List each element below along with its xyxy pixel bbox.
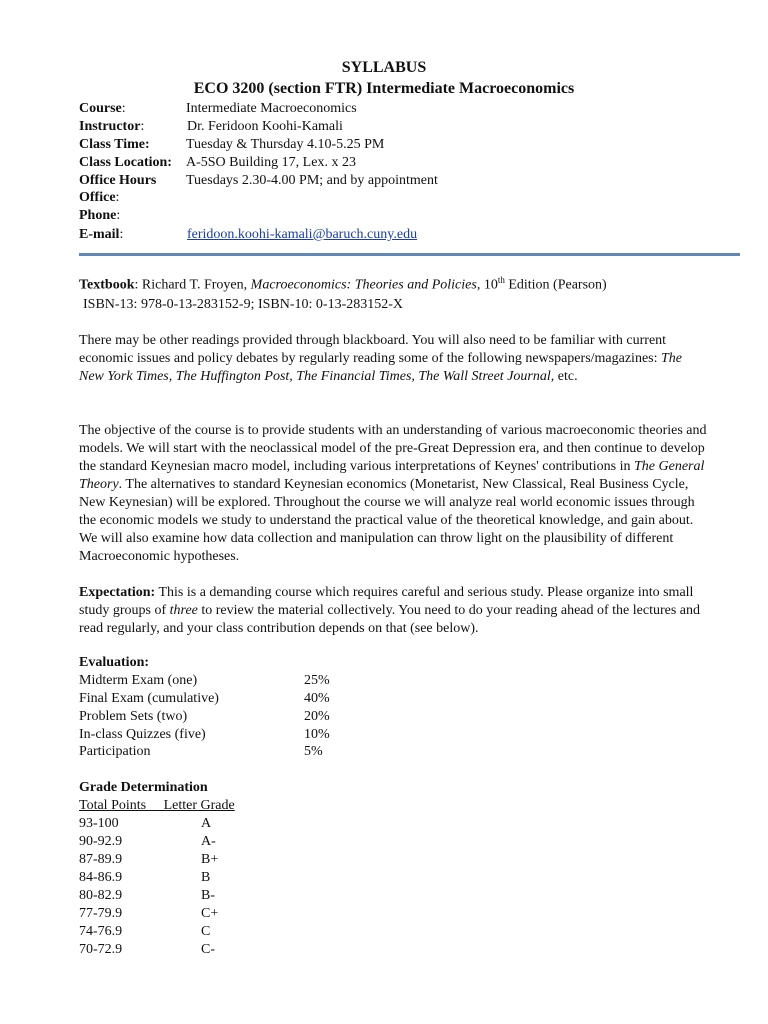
objective-book: The General Theory [79,459,705,492]
evaluation-row [79,743,323,761]
grade-row [79,869,211,887]
class-time-row [79,136,385,154]
objective-paragraph [79,422,714,566]
phone-label: Phone [79,208,117,223]
expectation-text-1: This is a demanding course which requires careful and serious study. Please organize into small study groups of [79,585,694,618]
grade-points: 80-82.9 [79,888,123,903]
grade-row [79,923,211,941]
evaluation-row [79,672,330,690]
textbook-author: : Richard T. Froyen, [134,277,251,293]
evaluation-pct: 25% [304,673,330,688]
grade-letter: C+ [201,906,219,921]
class-location-value: A-5SO Building 17, Lex. x 23 [186,155,356,170]
course-row: Course: Intermediate Macroeconomics [79,101,357,116]
course-title: ECO 3200 (section FTR) Intermediate Macroeconomics [193,80,575,97]
textbook-label: Textbook [79,277,135,293]
evaluation-row [79,708,330,726]
grade-row [79,905,219,923]
readings-papers: The New York Times, The Huffington Post, The Financial Times, The Wall Street Journal, [79,351,682,384]
evaluation-item: Participation [79,744,151,759]
office-label: Office [79,190,116,205]
evaluation-pct: 5% [304,744,323,759]
objective-text-2: . The alternatives to standard Keynesian economics (Monetarist, New Classical, Real Business Cycle, New Keynesian) will be explored. Throughout the course we will analyze real world economic issues through the economic models we study to understand the practical value of the theoretical knowledge, and gain about. We will also examine how data collection and manipulation can throw light on the plausibility of different Macroeconomic hypotheses. [79,477,695,564]
grade-heading: Grade Determination [79,780,208,795]
grade-letter: B [201,870,211,885]
evaluation-row [79,690,330,708]
course-label: Course [79,101,122,116]
evaluation-pct: 40% [304,691,330,706]
grade-column-header: Total Points Letter Grade [79,798,235,813]
instructor-label: Instructor [79,119,141,134]
expectation-paragraph [79,584,719,638]
evaluation-pct: 20% [304,709,330,724]
grade-row [79,941,215,959]
evaluation-heading: Evaluation: [79,655,150,670]
email-row: E-mail: feridoon.koohi-kamali@baruch.cuny.edu [79,227,418,242]
class-time-value: Tuesday & Thursday 4.10-5.25 PM [186,137,385,152]
class-time-label: Class Time: [79,137,150,152]
document-title: SYLLABUS [341,59,427,76]
class-location-label: Class Location: [79,155,172,170]
readings-text: There may be other readings provided through blackboard. You will also need to be familiar with current economic issues and policy debates by regularly reading some of the following newspapers/magazines: [79,333,667,366]
evaluation-item: In-class Quizzes (five) [79,727,206,742]
grade-letter: B- [201,888,215,903]
grade-letter: C [201,924,211,939]
grade-row [79,833,216,851]
textbook-line [79,271,739,295]
office-hours-value: Tuesdays 2.30-4.00 PM; and by appointment [186,173,438,188]
grade-row [79,887,215,905]
textbook-edition-post: Edition (Pearson) [504,277,607,293]
evaluation-item: Midterm Exam (one) [79,673,198,688]
expectation-label: Expectation: [79,585,156,600]
office-hours-label: Office Hours [79,173,157,188]
textbook-edition-sup: th [497,275,505,285]
evaluation-pct: 10% [304,727,330,742]
instructor-value: Dr. Feridoon Koohi-Kamali [187,119,343,134]
grade-points: 93-100 [79,816,119,831]
course-value: Intermediate Macroeconomics [186,101,357,116]
office-row: Office: [79,190,120,205]
grade-points: 87-89.9 [79,852,123,867]
expectation-text-2: to review the material collectively. You need to do your reading ahead of the lectures and read regularly, and your class contribution depends on that (see below). [79,603,701,636]
grade-points: 84-86.9 [79,870,123,885]
readings-etc: etc. [554,369,578,384]
grade-row [79,851,219,869]
grade-letter: A [201,816,212,831]
class-location-row [79,154,356,172]
email-link[interactable]: feridoon.koohi-kamali@baruch.cuny.edu [187,227,418,242]
grade-letter: A- [201,834,216,849]
objective-text-1: The objective of the course is to provide students with an understanding of various macroeconomic theories and models. We will start with the neoclassical model of the pre-Great Depression era, and then continue to develop the standard Keynesian macro model, including various interpretations of Keynes' contributions in [79,423,707,474]
grade-letter: C- [201,942,215,957]
textbook-title: Macroeconomics: Theories and Policies [250,277,477,293]
expectation-emph: three [169,603,198,618]
textbook-edition-pre: , 10 [476,277,498,293]
grade-points: 74-76.9 [79,924,123,939]
readings-paragraph [79,332,704,386]
header-divider [79,253,740,256]
grade-letter: B+ [201,852,219,867]
grade-points: 77-79.9 [79,906,123,921]
evaluation-row [79,726,330,744]
evaluation-item: Problem Sets (two) [79,709,188,724]
email-label: E-mail [79,227,120,242]
grade-points: 70-72.9 [79,942,123,957]
instructor-row: Instructor: Dr. Feridoon Koohi-Kamali [79,119,343,134]
grade-points: 90-92.9 [79,834,123,849]
evaluation-item: Final Exam (cumulative) [79,691,219,706]
phone-row: Phone: [79,208,121,223]
grade-row [79,815,212,833]
office-hours-row [79,172,438,190]
textbook-isbn: ISBN-13: 978-0-13-283152-9; ISBN-10: 0-13-283152-X [83,297,404,312]
